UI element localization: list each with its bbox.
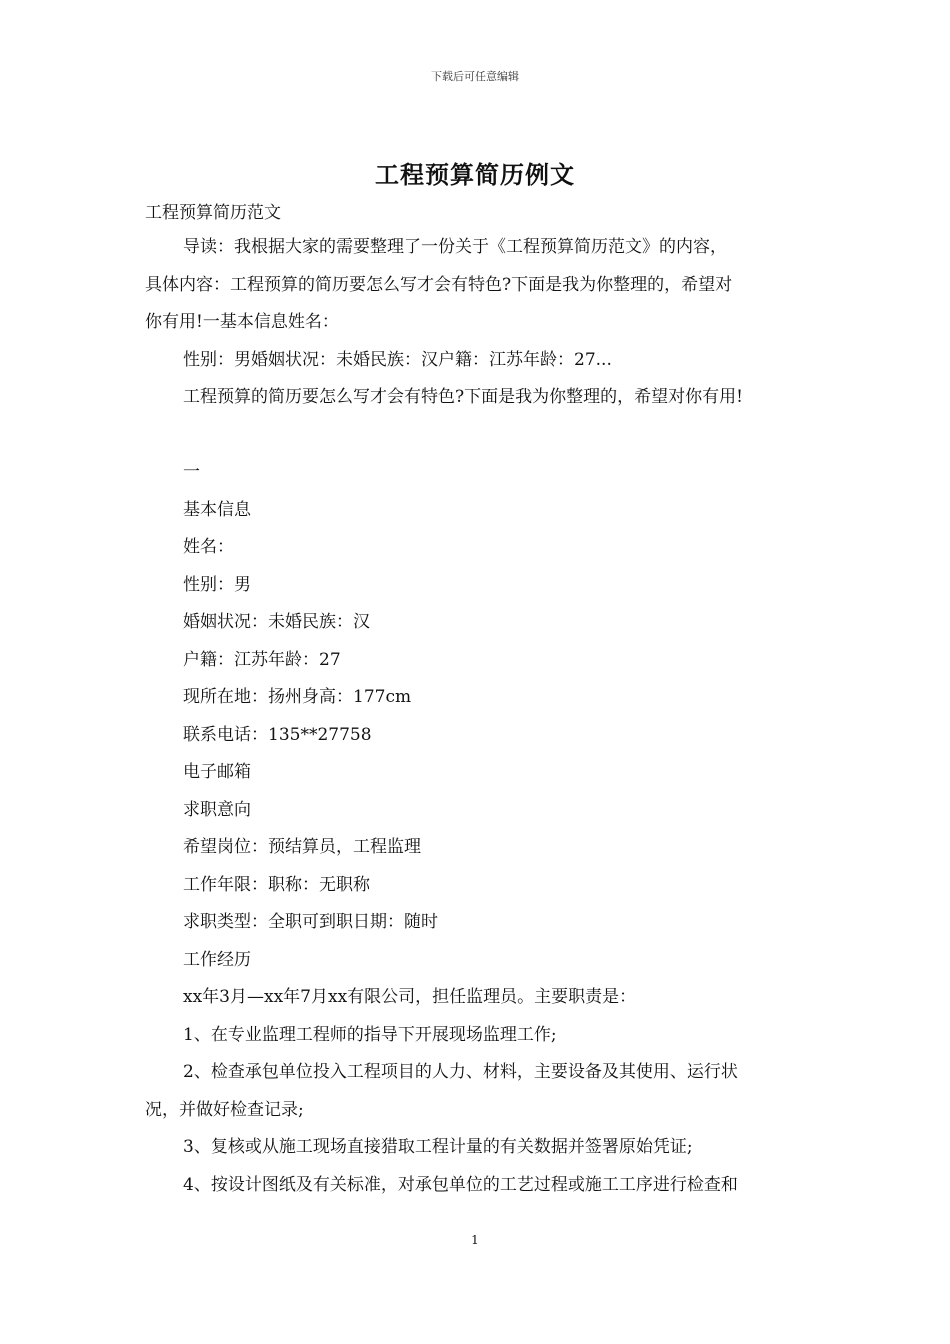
years-title-field: 工作年限：职称：无职称 (183, 874, 370, 895)
basic-info-heading: 基本信息 (183, 499, 251, 520)
document-body (145, 197, 810, 1204)
desired-position: 希望岗位：预结算员，工程监理 (183, 837, 421, 857)
name-field: 姓名： (183, 537, 234, 557)
header-note: 下载后可任意编辑 (431, 70, 519, 83)
location-height-field: 现所在地：扬州身高：177cm (183, 687, 412, 707)
section-number: 一 (183, 462, 200, 482)
blank-line (145, 417, 810, 455)
duty-2-line-2: 况，并做好检查记录; (145, 1099, 304, 1120)
document-subtitle: 工程预算简历范文 (145, 203, 281, 223)
summary-line: 性别：男婚姻状况：未婚民族：汉户籍：江苏年龄：27... (183, 349, 612, 370)
job-type-field: 求职类型：全职可到职日期：随时 (183, 912, 438, 932)
document-title: 工程预算简历例文 (375, 160, 575, 189)
duty-3: 3、复核或从施工现场直接猎取工程计量的有关数据并签署原始凭证; (183, 1137, 693, 1157)
intro-line-2: 具体内容：工程预算的简历要怎么写才会有特色?下面是我为你整理的，希望对 (145, 274, 733, 295)
work-experience-heading: 工作经历 (183, 949, 251, 970)
origin-age-field: 户籍：江苏年龄：27 (183, 649, 341, 670)
job-intent-heading: 求职意向 (183, 799, 251, 820)
duty-2-line-1: 2、检查承包单位投入工程项目的人力、材料，主要设备及其使用、运行状 (183, 1062, 738, 1082)
intro-line-3: 你有用!一基本信息姓名： (145, 312, 339, 332)
marital-ethnic-field: 婚姻状况：未婚民族：汉 (183, 612, 370, 632)
gender-field: 性别：男 (183, 574, 251, 595)
work-entry: xx年3月—xx年7月xx有限公司，担任监理员。主要职责是： (183, 987, 637, 1007)
duty-4-line-1: 4、按设计图纸及有关标准，对承包单位的工艺过程或施工工序进行检查和 (183, 1174, 738, 1195)
page-number: 1 (471, 1233, 479, 1247)
repeat-line: 工程预算的简历要怎么写才会有特色?下面是我为你整理的，希望对你有用! (183, 387, 743, 407)
email-field: 电子邮箱 (183, 762, 251, 782)
intro-line-1: 导读：我根据大家的需要整理了一份关于《工程预算简历范文》的内容， (183, 237, 727, 257)
phone-field: 联系电话：135**27758 (183, 724, 372, 745)
duty-1: 1、在专业监理工程师的指导下开展现场监理工作; (183, 1024, 557, 1045)
